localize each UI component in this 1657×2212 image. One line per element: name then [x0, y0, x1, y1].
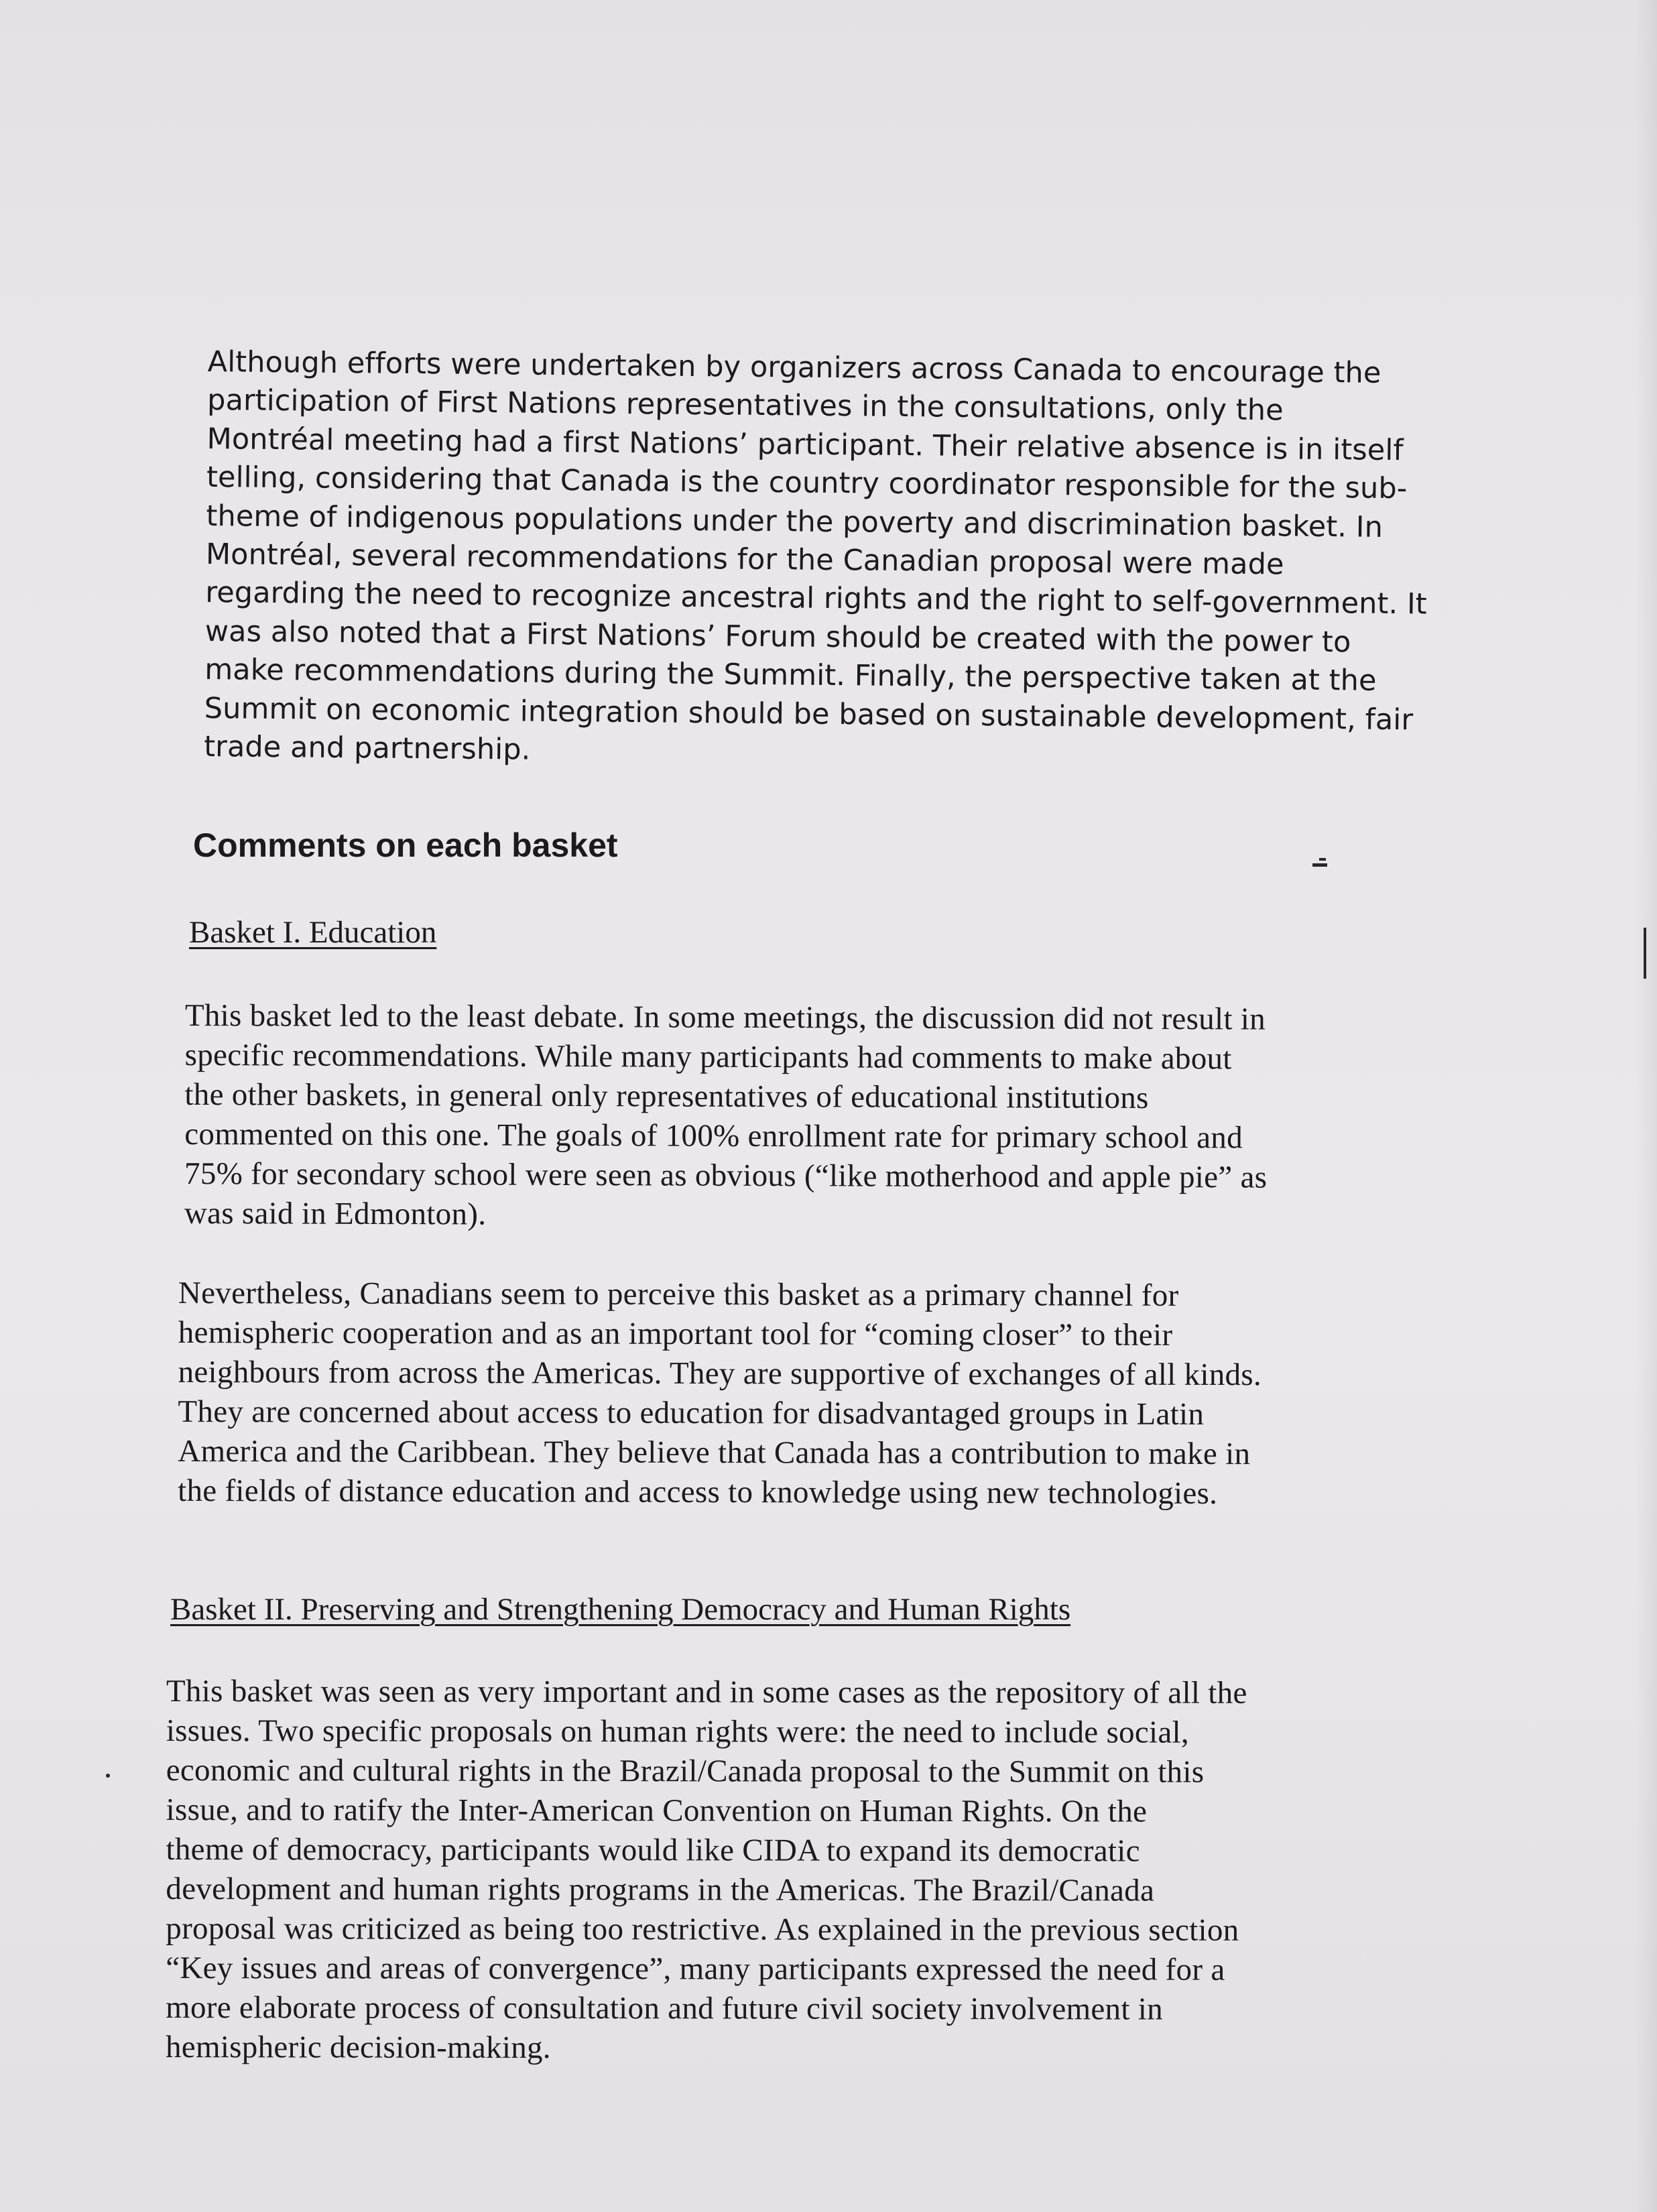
text-line: neighbours from across the Americas. They are supportive of exchanges of all kinds.	[178, 1354, 1262, 1393]
text-line: “Key issues and areas of convergence”, many participants expressed the need for a	[166, 1950, 1225, 1987]
text-line: was said in Edmonton).	[184, 1195, 487, 1232]
intro-paragraph	[204, 343, 1429, 778]
text-line: economic and cultural rights in the Brazil/Canada proposal to the Summit on this	[166, 1752, 1205, 1790]
scan-mark	[1319, 858, 1326, 861]
text-line: proposal was criticized as being too restrictive. As explained in the previous section	[166, 1910, 1239, 1948]
text-line: the other baskets, in general only representatives of educational institutions	[184, 1077, 1149, 1115]
text-line: issue, and to ratify the Inter-American Convention on Human Rights. On the	[166, 1792, 1148, 1829]
text-line: make recommendations during the Summit. Finally, the perspective taken at the	[204, 653, 1377, 698]
text-line: This basket led to the least debate. In some meetings, the discussion did not result in	[184, 998, 1266, 1037]
basket-2-heading: Basket II. Preserving and Strengthening Democracy and Human Rights	[170, 1592, 1071, 1627]
scan-mark	[106, 1774, 110, 1778]
scan-mark	[1312, 863, 1327, 867]
text-line: telling, considering that Canada is the country coordinator responsible for the sub-	[206, 460, 1408, 506]
page-edge-shadow	[1634, 0, 1657, 2212]
basket-2-paragraph-1	[166, 1672, 1247, 2069]
text-line: trade and partnership.	[203, 729, 531, 767]
text-line: Although efforts were undertaken by organizers across Canada to encourage the	[207, 345, 1382, 390]
text-line: They are concerned about access to education for disadvantaged groups in Latin	[178, 1394, 1205, 1432]
scan-mark	[1644, 928, 1646, 979]
text-line: the fields of distance education and access to knowledge using new technologies.	[178, 1473, 1218, 1511]
text-line: America and the Caribbean. They believe that Canada has a contribution to make in	[178, 1433, 1251, 1472]
text-line: Montréal, several recommendations for the Canadian proposal were made	[205, 537, 1284, 582]
basket-1-paragraph-2	[178, 1274, 1262, 1514]
text-line: theme of indigenous populations under the poverty and discrimination basket. In	[206, 499, 1384, 544]
text-line: hemispheric decision-making.	[165, 2029, 551, 2065]
basket-1-paragraph-1	[184, 996, 1268, 1237]
text-line: Nevertheless, Canadians seem to perceive this basket as a primary channel for	[178, 1276, 1179, 1313]
text-line: issues. Two specific proposals on human rights were: the need to include social,	[166, 1713, 1190, 1750]
text-line: 75% for secondary school were seen as obvious (“like motherhood and apple pie” as	[184, 1156, 1268, 1195]
text-line: hemispheric cooperation and as an important tool for “coming closer” to their	[178, 1314, 1173, 1353]
text-line: participation of First Nations representatives in the consultations, only the	[206, 383, 1284, 428]
basket-1-heading: Basket I. Education	[189, 915, 437, 950]
text-line: specific recommendations. While many participants had comments to make about	[184, 1037, 1232, 1077]
text-line: Montréal meeting had a first Nations’ participant. Their relative absence is in itself	[206, 422, 1404, 467]
text-line: This basket was seen as very important and in some cases as the repository of all the	[166, 1674, 1247, 1711]
section-heading: Comments on each basket	[193, 826, 618, 864]
text-line: was also noted that a First Nations’ Forum should be created with the power to	[204, 614, 1351, 660]
text-line: more elaborate process of consultation and future civil society involvement in	[166, 1989, 1163, 2027]
text-line: Summit on economic integration should be based on sustainable development, fair	[204, 691, 1414, 737]
text-line: regarding the need to recognize ancestral rights and the right to self-government. It	[205, 576, 1428, 621]
text-line: commented on this one. The goals of 100% enrollment rate for primary school and	[184, 1116, 1243, 1156]
text-line: theme of democracy, participants would like CIDA to expand its democratic	[166, 1831, 1140, 1869]
text-line: development and human rights programs in the Americas. The Brazil/Canada	[166, 1871, 1155, 1908]
